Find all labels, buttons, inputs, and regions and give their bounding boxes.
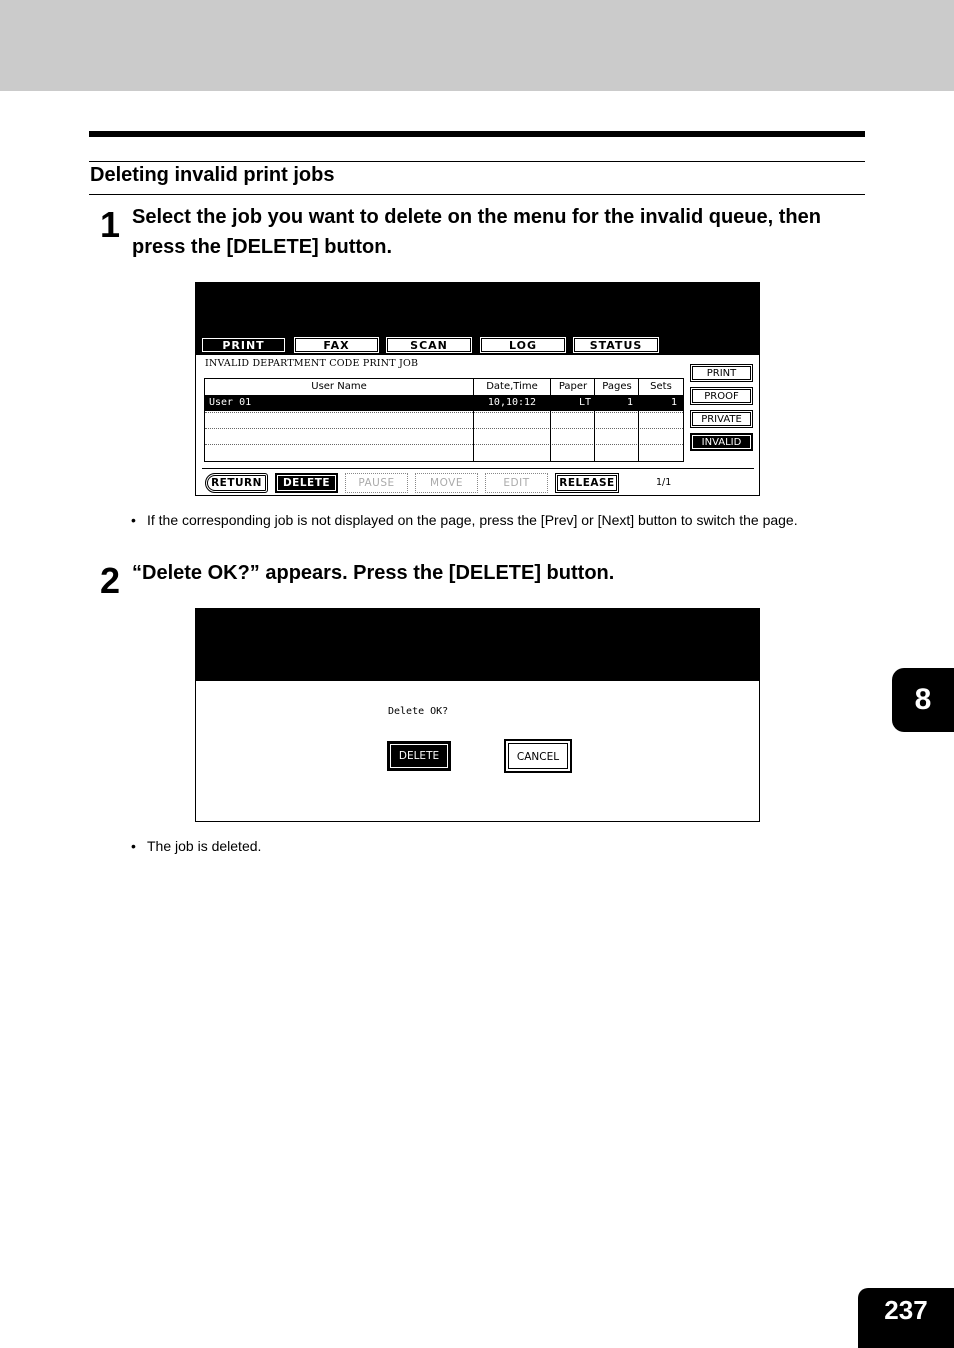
side-invalid-button[interactable]: INVALID [690,433,753,451]
note-prev-next [131,512,798,528]
step-2-text: “Delete OK?” appears. Press the [DELETE] button. [132,562,615,584]
delete-confirm-screen [195,608,760,822]
bullet-marker: • [131,512,136,528]
row-user: User 01 [209,397,252,408]
title-bottom-rule [89,194,865,195]
release-button[interactable]: RELEASE [555,473,619,493]
tab-status[interactable]: STATUS [572,336,660,354]
confirm-message: Delete OK? [388,706,449,717]
table-row[interactable] [205,395,683,411]
col-pages: Pages [602,381,632,392]
col-sets: Sets [650,381,672,392]
row-sets: 1 [670,397,677,408]
row-divider [205,444,683,445]
header-band [0,0,954,91]
tab-scan[interactable]: SCAN [385,336,473,354]
page-counter: 1/1 [656,477,672,488]
step-1-number: 1 [100,204,121,245]
chapter-tab: 8 [892,668,954,732]
step-1-text: Select the job you want to delete on the menu for the invalid queue, then press the [DELETE] button. [132,206,821,258]
column-divider [594,379,595,461]
header-divider [205,395,683,396]
tab-fax[interactable]: FAX [293,336,380,354]
col-user-name: User Name [311,381,367,392]
note-job-deleted [131,838,261,854]
delete-button[interactable]: DELETE [275,473,338,493]
side-print-button[interactable]: PRINT [690,364,753,382]
side-private-button[interactable]: PRIVATE [690,410,753,428]
bullet-marker: • [131,838,136,854]
row-pages: 1 [626,397,633,408]
section-top-rule [89,131,865,137]
move-button[interactable]: MOVE [415,473,478,493]
return-button[interactable]: RETURN [205,473,268,493]
row-divider [205,428,683,429]
title-top-rule [89,161,865,162]
row-divider [205,412,683,413]
tab-print[interactable]: PRINT [200,336,287,354]
bottom-divider [202,468,754,469]
step-2-number: 2 [100,560,121,601]
note-text: If the corresponding job is not displayed on the page, press the [Prev] or [Next] button to switch the page. [147,512,798,528]
column-divider [550,379,551,461]
row-datetime: 10,10:12 [487,397,537,408]
column-divider [473,379,474,461]
row-paper: LT [578,397,591,408]
col-date-time: Date,Time [486,381,538,392]
confirm-delete-button[interactable]: DELETE [387,741,451,771]
column-divider [638,379,639,461]
cancel-button[interactable]: CANCEL [504,739,572,773]
pause-button[interactable]: PAUSE [345,473,408,493]
tab-log[interactable]: LOG [479,336,567,354]
section-title: Deleting invalid print jobs [90,164,335,186]
job-table [204,378,684,462]
page-number: 237 [858,1288,954,1348]
table-header [205,379,683,395]
invalid-queue-screen [195,282,760,496]
side-proof-button[interactable]: PROOF [690,387,753,405]
screen-header-bar [196,609,759,681]
screen-title: INVALID DEPARTMENT CODE PRINT JOB [205,358,419,369]
col-paper: Paper [558,381,588,392]
note-text: The job is deleted. [147,838,262,854]
edit-button[interactable]: EDIT [485,473,548,493]
